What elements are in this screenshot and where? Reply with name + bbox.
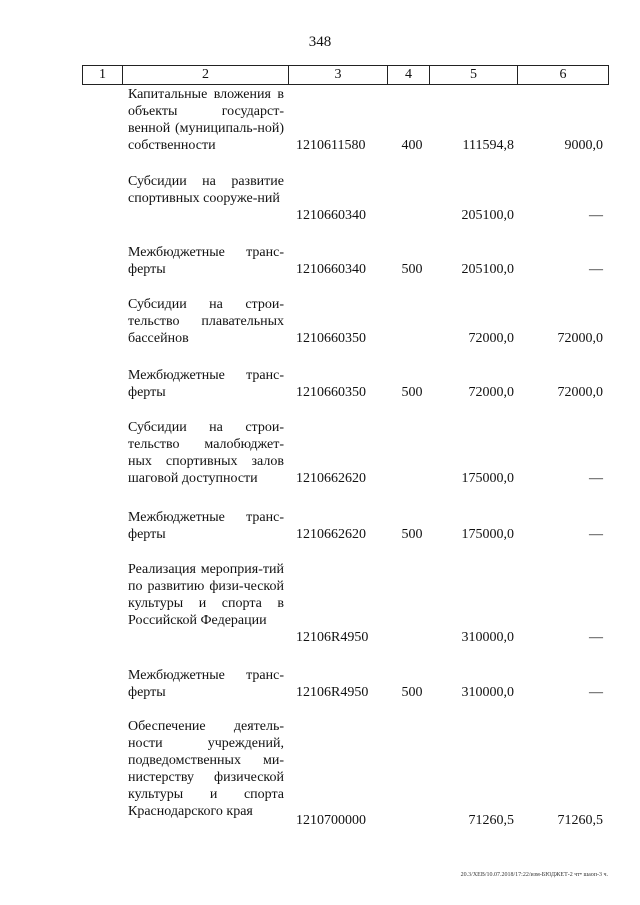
row-code: 1210660340 [296, 262, 366, 277]
row-amount-col5: 175000,0 [461, 527, 514, 542]
row-expense-type: 400 [401, 138, 423, 153]
row-name: Капитальные вложения в объекты государст-венной (муниципаль-ной) собственности [128, 87, 284, 153]
row-amount-col6: 71260,5 [557, 813, 603, 828]
row-name: Субсидии на строи-тельство плавательных бассейнов [128, 297, 284, 346]
row-amount-col6: 9000,0 [564, 138, 603, 153]
row-expense-type: 500 [401, 527, 423, 542]
row-amount-col5: 175000,0 [461, 471, 514, 486]
row-amount-col6: — [589, 630, 603, 645]
row-amount-col5: 310000,0 [461, 685, 514, 700]
row-expense-type: 500 [401, 262, 423, 277]
row-code: 12106R4950 [296, 630, 369, 645]
row-name: Межбюджетные транс-ферты [128, 668, 284, 700]
row-name: Межбюджетные транс-ферты [128, 368, 284, 400]
row-amount-col5: 111594,8 [462, 138, 514, 153]
row-name: Субсидии на развитие спортивных сооруже-ний [128, 174, 284, 206]
row-code: 1210660350 [296, 385, 366, 400]
column-5-number: 5 [430, 66, 518, 85]
column-number-header [82, 65, 609, 85]
column-4-number: 4 [388, 66, 430, 85]
row-amount-col5: 71260,5 [468, 813, 514, 828]
row-amount-col6: — [589, 685, 603, 700]
row-amount-col6: 72000,0 [557, 331, 603, 346]
footer-reference: 20.3/ХЕВ/10.07.2018/17:22/изм-БЮДЖЕТ-2 чт• шаоп-3 ч. [460, 872, 608, 878]
row-amount-col6: — [589, 471, 603, 486]
column-6-number: 6 [518, 66, 609, 85]
row-amount-col5: 205100,0 [461, 262, 514, 277]
row-amount-col6: 72000,0 [557, 385, 603, 400]
row-expense-type: 500 [401, 685, 423, 700]
row-code: 1210700000 [296, 813, 366, 828]
column-3-number: 3 [289, 66, 388, 85]
row-code: 1210611580 [296, 138, 366, 153]
column-1-number: 1 [83, 66, 123, 85]
row-amount-col5: 72000,0 [468, 331, 514, 346]
row-amount-col6: — [589, 527, 603, 542]
row-name: Реализация мероприя-тий по развитию физи-ческой культуры и спорта в Российской Федерации [128, 562, 284, 628]
row-name: Межбюджетные транс-ферты [128, 510, 284, 542]
row-code: 12106R4950 [296, 685, 369, 700]
row-expense-type: 500 [401, 385, 423, 400]
row-amount-col5: 205100,0 [461, 208, 514, 223]
row-name: Субсидии на строи-тельство малобюджет-ных спортивных залов шаговой доступности [128, 420, 284, 486]
row-amount-col5: 310000,0 [461, 630, 514, 645]
row-amount-col5: 72000,0 [468, 385, 514, 400]
row-code: 1210660350 [296, 331, 366, 346]
row-amount-col6: — [589, 262, 603, 277]
row-code: 1210662620 [296, 527, 366, 542]
row-code: 1210662620 [296, 471, 366, 486]
column-2-number: 2 [123, 66, 289, 85]
row-amount-col6: — [589, 208, 603, 223]
page-number: 348 [308, 34, 332, 50]
row-name: Обеспечение деятель-ности учреждений, подведомственных ми-нистерству физической культуры и спорта Краснодарского края [128, 719, 284, 819]
row-name: Межбюджетные транс-ферты [128, 245, 284, 277]
row-code: 1210660340 [296, 208, 366, 223]
